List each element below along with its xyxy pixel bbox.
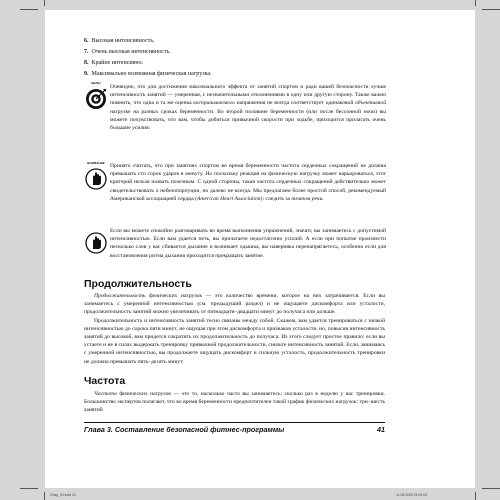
list-text: Очень высокая интенсивность. bbox=[91, 49, 171, 55]
chapter-title: Глава 3. Составление безопасной фитнес-программы bbox=[84, 425, 285, 434]
list-item bbox=[84, 36, 384, 47]
note-paragraph: Если вы можете спокойно разговаривать во время выполнения упражнений, значит, вы занимаетесь с допустимой интенсивностью. Если вам удается петь, вы прилагаете недостаточно усилий. А если при попытке произнести несколько слов у вас сбивается дыхание и возникает одышка, вы наверняка перенапрягаетесь, особенно если для восстановления ритма дыхания приходится прекращать занятие. bbox=[110, 228, 386, 259]
target-icon bbox=[85, 81, 107, 110]
page-number: 41 bbox=[377, 425, 385, 434]
hand-icon bbox=[85, 161, 107, 190]
crop-mark bbox=[475, 0, 476, 6]
icon-caption: ВНИМАНИЕ bbox=[87, 161, 105, 165]
slug-timestamp: 11.08.2005 21:00:03 bbox=[396, 493, 427, 497]
section-body bbox=[84, 390, 385, 415]
hand-icon bbox=[85, 232, 107, 254]
intensity-list bbox=[84, 36, 384, 80]
paragraph: Частота физических нагрузок — это то, насколько часто вы занимаетесь: сколько раз в неделю у вас тренировки. Большинство экспертов полагают, что во время беременности предпочтителен такой график физических нагрузок: три–шесть занятий bbox=[84, 391, 385, 414]
list-number: 9. bbox=[84, 71, 89, 77]
list-text: Крайне интенсивно. bbox=[91, 60, 144, 66]
list-item bbox=[84, 69, 384, 80]
section-heading: Продолжительность bbox=[84, 278, 192, 290]
note-paragraph: Принято считать, что при занятиях спортом во время беременности частота сердечных сокращений не должна превышать сто сорок ударов в минуту. Но поскольку реакция на физическую нагрузку может варьироваться, этот критерий нельзя назвать полезным. С одной стороны, такая частота сердечных сокращений действительно может свидетельствовать о небезопорпуции, но далеко не всегда. Мы предлагаем более простой способ, рекомендуемый Американской ассоциацией сердца (American Heart Association): следить за темпом речи. bbox=[110, 163, 386, 202]
crop-mark bbox=[44, 492, 45, 500]
footer-rule bbox=[84, 422, 385, 423]
crop-mark bbox=[482, 488, 500, 489]
crop-mark bbox=[44, 0, 45, 6]
section-heading: Частота bbox=[84, 375, 126, 387]
icon-caption: ЦЕЛЬ! bbox=[91, 81, 101, 85]
list-number: 6. bbox=[84, 38, 89, 44]
list-number: 8. bbox=[84, 60, 89, 66]
section-body bbox=[84, 292, 385, 366]
paragraph: Продолжительность и интенсивность занятий тесно связаны между собой. Скажем, вам удается тренироваться с низкой интенсивностью до сорока пяти минут, не ощущая при этом дискомфорта и признаков усталости, но, повысив интенсивность занятий до высокой, вам придется сократить их продолжительность до получаса. Из этого следует простое правило: если вы устаете и не в силах выдержать тренировку привычной продолжительности, снизьте интенсивность занятий. Если, занимаясь с умеренной интенсивностью, вы продолжаете ощущать дискомфорт и сильную усталость, продолжительность тренировки не должна превышать пять–десять минут. bbox=[84, 317, 385, 365]
list-item bbox=[84, 47, 384, 58]
note-paragraph: Очевидно, что для достижения максимального эффекта от занятий спортом и ради вашей безопасности лучше интенсивность занятий — умеренная, с незначительными отклонениями в одну или другую сторону. Также важно помнить, что одна и та же оценка воспринимаемого напряжения не всегда соответствует одинаковой объективной нагрузке на разных сроках беременности. Во второй половине беременности (или после бессонной ночи) вы можете почувствовать, что вам, чтобы добиться привычной скорости при ходьбе, приходится прилагать очень большие усилия. bbox=[110, 84, 387, 132]
crop-mark bbox=[20, 9, 38, 10]
paragraph: Продолжительность физических нагрузок — это количество времени, которое на них затрачивается. Если вы занимаетесь с умеренной интенсивностью (см. предыдущий раздел) и не ощущаете дискомфорта или усталости, продолжительность занятий можно увеличивать от пятнадцати–двадцати минут до получаса или дольше. bbox=[84, 293, 385, 316]
list-text: Высокая интенсивность. bbox=[91, 38, 155, 44]
list-text: Максимально возможная физическая нагрузка. bbox=[91, 71, 212, 77]
crop-mark bbox=[20, 488, 38, 489]
crop-mark bbox=[475, 492, 476, 500]
list-item bbox=[84, 58, 384, 69]
list-number: 7. bbox=[84, 49, 89, 55]
slug-file: Chap_03.indd 41 bbox=[50, 493, 76, 497]
running-footer bbox=[84, 425, 385, 434]
crop-mark bbox=[482, 9, 500, 10]
